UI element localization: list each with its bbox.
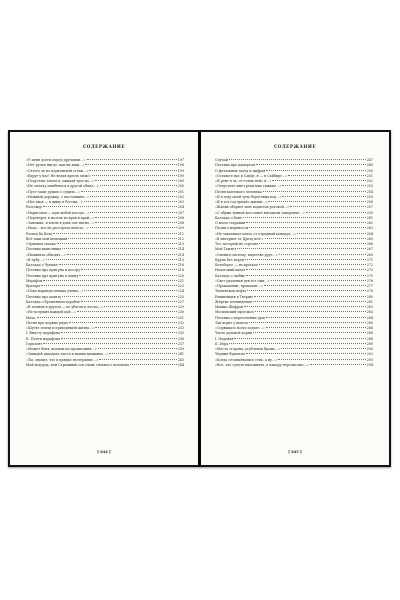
toc-entry-page: 253 [366,184,373,189]
toc-entry-title: «Места сторона, угубленая брошь…» [215,347,281,351]
toc-entry-title: «Ты, значит, что в прядке нестерание…» [26,357,99,362]
toc-entry-page: 292 [366,352,373,357]
toc-entry-title: Московский протокол [215,310,254,315]
toc-entry-title: Песенка про прыгуна в длину [26,273,79,278]
toc-leader-dots [77,310,177,312]
toc-entry-page: 212 [177,236,184,241]
toc-leader-dots [98,347,177,349]
toc-leader-dots [87,158,177,160]
toc-entry-title: «Оттого ль по коричневой степи…» [26,168,89,173]
toc-entry-page: 284 [366,315,373,320]
toc-entry-page: 257 [366,205,373,210]
toc-entry-page: 247 [366,158,373,162]
toc-entry-title: «Пока наринда певица учены…» [26,289,84,294]
toc-entry-page: 221 [177,278,184,283]
toc-entry-title: О моем старании [215,221,246,225]
toc-entry-page: 208 [177,215,184,220]
toc-entry-page: 232 [177,320,184,325]
toc-entry-page: 235 [177,331,184,336]
toc-leader-dots [90,226,177,228]
toc-entry-page: 282 [366,305,373,309]
toc-entry-page: 273 [366,268,373,273]
toc-leader-dots [249,321,366,323]
toc-leader-dots [79,274,176,276]
toc-entry-page: 209 [177,226,184,231]
toc-entry-page: 237 [177,341,184,346]
toc-entry-title: «Завыдай двадцать чисел в наших машинах…» [26,352,109,357]
toc-entry-page: 214 [177,247,184,252]
toc-entry-page: 262 [366,221,373,225]
toc-entry-title: «Жизнь оборвет мою водитель-рогохой…» [215,205,289,210]
toc-entry-title: II. Почти марафона [26,336,61,341]
toc-entry-page: 293 [366,357,373,362]
right-page [201,132,389,465]
toc-entry-page: 288 [366,336,373,341]
toc-leader-dots [282,184,365,186]
toc-entry-title: Машка Шафран [215,305,244,309]
toc-entry-page: 256 [366,200,373,204]
toc-leader-dots [109,352,177,354]
toc-entry-page: 199 [177,168,184,173]
toc-entry-page: 241 [177,352,184,357]
toc-entry-page: 289 [366,341,373,346]
toc-entry-page: 231 [177,315,184,320]
toc-entry-title: «Надо – все не расстрела вместо…» [26,226,89,231]
toc-leader-dots [266,326,366,328]
toc-entry-title: «Нет хвоя — я живу в России…» [26,200,83,204]
toc-entry-page: 233 [177,326,184,330]
toc-leader-dots [290,205,366,207]
toc-entry-title: Случай [215,158,228,162]
toc-entry-page: 290 [366,347,373,351]
toc-leader-dots [229,158,366,160]
toc-leader-dots [81,190,177,192]
toc-entry-page: 269 [366,252,373,257]
toc-entry-page: 199 [177,173,184,178]
toc-leader-dots [62,247,176,249]
toc-leader-dots [246,274,366,276]
toc-entry-page: 203 [177,200,184,204]
toc-entry-title: Горизонт [26,341,43,346]
toc-entry-title: О фатальных датах и цифрах [215,168,266,173]
toc-entry-page: 229 [177,305,184,309]
toc-leader-dots [100,184,177,186]
toc-entry-title: «Нет ручья нигде, как ни ищи…» [26,163,85,168]
toc-entry-title: Налоговый канат [215,268,246,273]
toc-leader-dots [41,284,177,286]
toc-leader-dots [244,305,366,307]
toc-entry-title: Марафон [26,278,43,283]
toc-entry-page: 239 [177,347,184,351]
toc-entry-page: 285 [366,320,373,325]
toc-entry-page: 276 [366,278,373,283]
toc-entry-page: 264 [366,231,373,236]
toc-leader-dots [95,221,176,223]
toc-entry-title: Мачо [26,315,36,320]
toc-leader-dots [249,226,366,228]
toc-leader-dots [268,200,365,202]
toc-entry-title: Реквизиция в Тверию [215,294,253,299]
toc-entry-page: 214 [177,252,184,257]
toc-entry-page: 286 [366,326,373,330]
toc-entry-title: «Вдруг у нас! Не ведая кресть меж!» [26,173,91,178]
right-page-title: СОДЕРЖАНИЕ [273,144,317,149]
toc-entry-title: Баллада о брошенном корабле [26,299,80,304]
toc-leader-dots [130,363,177,365]
toc-entry-title: «Начинала обходит…» [26,252,66,257]
toc-leader-dots [259,263,366,265]
left-page-title: СОДЕРЖАНИЕ [82,144,126,149]
toc-entry-page: 208 [177,221,184,225]
toc-leader-dots [85,163,176,165]
toc-leader-dots [278,358,365,360]
toc-leader-dots [255,310,366,312]
toc-leader-dots [266,169,365,171]
toc-entry-page: 261 [366,215,373,220]
toc-leader-dots [272,179,365,181]
toc-entry-title: «У меня долги перед друзьями…» [26,158,86,162]
toc-entry-page: 252 [366,179,373,183]
toc-entry-title: «Может быть, вспыли из прописания…» [26,347,97,351]
toc-entry-page: 224 [177,289,184,294]
toc-leader-dots [237,247,366,249]
toc-entry-page: 267 [366,247,373,252]
left-toc-list [26,158,184,368]
toc-entry-page: 244 [177,362,184,367]
toc-entry-page: 294 [366,362,373,367]
toc-leader-dots [61,337,177,339]
toc-entry-title: «Пуст чаще думаю о сущем…» [26,189,80,194]
toc-entry-page: 223 [177,284,184,288]
toc-entry-page: 254 [366,189,373,194]
toc-leader-dots [282,195,365,197]
toc-entry-title: Баллада о любви [215,273,245,278]
toc-entry-title: «Нежный дорожку, с настоящим…» [26,194,90,199]
toc-leader-dots [245,258,366,260]
toc-entry-title: «В интернет от Дрезд нет!» [215,236,264,241]
toc-leader-dots [265,237,366,239]
toc-entry-title: «Подустаю зачем я, ожидая тросты…» [26,179,94,183]
toc-entry-title: «Оставьте нас в Сайде, я — я Сайбирт…» [215,173,288,178]
toc-entry-page: 249 [366,163,373,168]
toc-leader-dots [62,295,176,297]
toc-leader-dots [95,326,176,328]
toc-entry-title: Тюменская нефть [215,289,247,294]
toc-leader-dots [306,211,366,213]
toc-leader-dots [43,205,177,207]
toc-leader-dots [46,258,177,260]
toc-entry-page: 230 [177,310,184,315]
toc-entry-title: Песенка о переселении душ [215,315,265,320]
toc-entry-title: Песенка про прыгуна и костру [26,268,81,273]
toc-leader-dots [68,237,176,239]
toc-entry [215,363,373,368]
toc-entry-title: «Отпустите мне грехи мне тяжкие…» [215,184,282,189]
toc-entry-page: 227 [177,299,184,304]
toc-entry-page: 216 [177,263,184,267]
toc-entry-title: Песенка про пахиту [26,294,62,299]
toc-entry-page: 265 [366,236,373,241]
toc-leader-dots [69,321,177,323]
toc-entry-page: 277 [366,284,373,288]
toc-leader-dots [90,195,177,197]
toc-leader-dots [90,211,176,213]
toc-leader-dots [310,363,366,365]
toc-entry-title: Чёрные бушлаты [215,352,245,357]
toc-entry-title: «Шутят земли и приходящей жизнь…» [26,326,95,330]
toc-entry-title: «В темном в другом — не убегая к лесам…» [26,305,104,309]
toc-entry-title: «Сорвыкась волга подате…» [215,326,265,330]
toc-entry-title: «Я рент в эх, от голых пейс я…» [215,179,272,183]
toc-entry-page: 236 [177,336,184,341]
toc-entry-title: «Не оплачу ошибиться в другой обиде…» [26,184,99,189]
toc-entry-page: 259 [366,210,373,215]
toc-entry-title: Так ходит у шлюза [215,320,248,325]
toc-entry-title: Развед ба Бечь [26,231,53,236]
toc-entry-page: 204 [177,205,184,210]
toc-leader-dots [95,216,176,218]
toc-leader-dots [271,279,366,281]
toc-entry-title: Мой водород, или Страшный сон очень сильного человека [26,362,129,367]
toc-entry-title: «Не вслушил каждой кой…» [26,310,76,315]
toc-entry-title: Всё-таки мой немецкий [26,236,68,241]
toc-entry-page: 213 [177,242,184,246]
toc-entry-page: 220 [177,273,184,278]
toc-entry-page: 218 [177,268,184,273]
toc-entry-page: 243 [177,357,184,362]
toc-leader-dots [246,268,365,270]
toc-entry-title: Песня коптового человека [215,189,262,194]
left-page [10,132,198,465]
toc-leader-dots [229,342,365,344]
toc-entry-page: 283 [366,310,373,315]
toc-entry-title: Жёртва телевидения [215,299,252,304]
toc-leader-dots [247,289,366,291]
toc-entry-title: Песня о нервности [215,226,249,231]
toc-leader-dots [263,190,366,192]
right-page-number: [ 845 ] [288,450,302,454]
toc-entry-title: «Все, что сумсть напомнить, а пакару перечислил…» [215,362,309,367]
toc-entry-page: 266 [366,242,373,246]
toc-entry-title: Крупа без перец [215,257,244,262]
toc-leader-dots [61,331,176,333]
toc-entry-title: «Переворот в мозгах из края в край…» [26,215,95,220]
toc-leader-dots [81,268,177,270]
toc-entry-title: «Когда оттанцевались стих, а ну…» [215,357,278,362]
toc-leader-dots [288,174,365,176]
toc-entry-title: I. Вместу марафона [26,331,61,336]
toc-entry-page: 288 [366,331,373,336]
toc-leader-dots [279,253,366,255]
toc-leader-dots [246,221,366,223]
toc-entry-page: 215 [177,257,184,262]
toc-leader-dots [234,337,365,339]
toc-entry-page: 278 [366,289,373,294]
toc-entry-title: Мой Гамлет [215,247,237,252]
toc-entry-title: Вратарь [26,284,41,288]
toc-leader-dots [89,169,176,171]
toc-entry-page: 250 [366,168,373,173]
toc-entry-title: Белоберег — не краткое [215,263,258,267]
toc-entry-page: 211 [177,231,184,236]
toc-leader-dots [43,342,176,344]
toc-leader-dots [95,179,177,181]
toc-entry-page: 255 [366,194,373,199]
toc-entry-title: Баллада о Чумаке [26,263,58,267]
toc-entry-title: Песенка про камертон [215,163,255,168]
toc-entry-page: 207 [177,210,184,215]
toc-entry-page: 200 [177,184,184,189]
toc-entry [26,363,184,368]
toc-entry-title: «В чубу…» [26,257,45,262]
toc-leader-dots [264,284,366,286]
toc-entry-page: 251 [366,173,373,178]
toc-entry-title: «С обрыв тунной восстанет витацели заперение…» [215,210,305,215]
toc-entry-page: 271 [366,257,373,262]
toc-leader-dots [104,305,177,307]
toc-entry-title: Песенка-шансоника [26,247,62,252]
toc-entry-title: Странная сказка [26,242,56,246]
toc-leader-dots [266,316,366,318]
toc-entry-title: I. Паденья [215,336,234,341]
toc-entry-title: Баллада о бане [215,215,242,220]
toc-leader-dots [281,347,365,349]
toc-entry-title: «Я в тот год принёс жизни…» [215,200,268,204]
toc-entry-page: 225 [177,294,184,299]
toc-leader-dots [259,242,366,244]
toc-leader-dots [246,352,366,354]
toc-leader-dots [92,174,177,176]
toc-leader-dots [84,200,177,202]
toc-leader-dots [253,331,366,333]
toc-leader-dots [253,300,366,302]
toc-entry-page: 197 [177,158,184,162]
toc-leader-dots [59,263,177,265]
toc-entry-title: Разговор [26,205,42,210]
toc-entry-title: «Свет удаления дев тот сжи…» [215,278,270,283]
toc-entry-page: 198 [177,163,184,168]
toc-entry-page: 272 [366,263,373,267]
toc-leader-dots [37,316,177,318]
toc-leader-dots [297,232,366,234]
toc-entry-title: «Нарисовал — при любой погоде…» [26,210,90,215]
toc-entry-title: «Сменил систему, падеттве друг…» [215,252,278,257]
toc-leader-dots [243,216,366,218]
toc-entry-title: Песня про первые ряды [26,320,68,325]
toc-entry-title: «Занежна, и влечь в день сен пятно…» [26,221,95,225]
toc-entry-page: 281 [366,299,373,304]
toc-entry-page: 202 [177,194,184,199]
toc-entry-page: 280 [366,294,373,299]
toc-entry-title: Тот, который не стрелял [215,242,259,246]
toc-entry-page: 263 [366,226,373,231]
toc-leader-dots [43,279,177,281]
toc-entry-title: II. Игра [215,341,229,346]
toc-entry-page: 200 [177,179,184,183]
toc-leader-dots [67,253,177,255]
toc-entry-title: «Не заказывал моего от отрадный концерт…» [215,231,296,236]
left-page-number: [ 844 ] [97,450,111,454]
toc-leader-dots [254,295,366,297]
toc-leader-dots [256,163,366,165]
toc-entry-page: 275 [366,273,373,278]
toc-entry-title: «Прокаменит, прокамит…» [215,284,264,288]
toc-leader-dots [99,358,177,360]
right-toc-list [215,158,373,368]
toc-leader-dots [81,300,177,302]
toc-leader-dots [57,242,177,244]
toc-entry-title: Чисть дальной корни [215,331,253,336]
toc-entry-title: «Я в году моей туча береговых вод…» [215,194,282,199]
toc-entry-page: 201 [177,189,184,194]
toc-leader-dots [84,289,176,291]
toc-leader-dots [53,232,176,234]
book-spread [8,130,391,467]
